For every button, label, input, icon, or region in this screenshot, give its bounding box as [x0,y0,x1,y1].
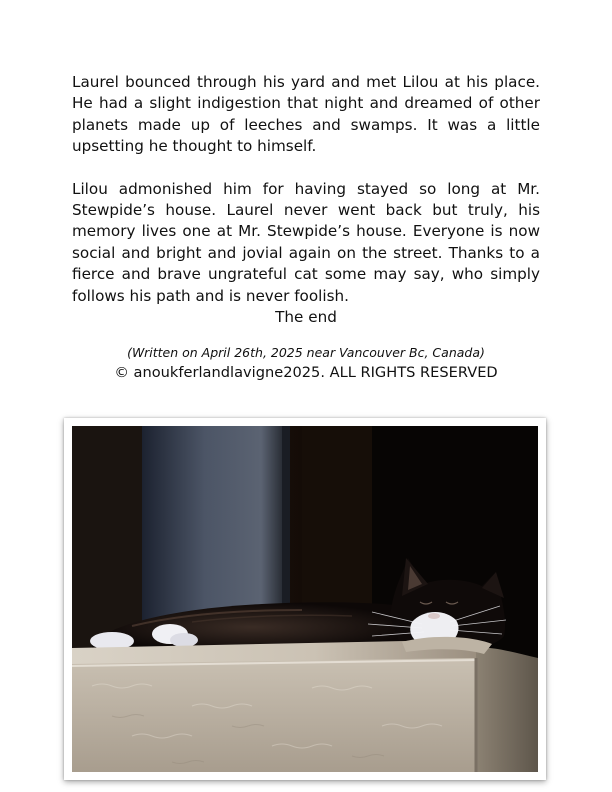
written-date-note: (Written on April 26th, 2025 near Vancouver Bc, Canada) [127,345,485,360]
story-paragraph-2: Lilou admonished him for having stayed so long at Mr. Stewpide’s house. Laurel never went back but truly, his memory lives one at Mr. Stewpide’s house. Everyone is now social and bright and jovial again on the street. Thanks to a fierce and brave ungrateful cat some may say, who simply follows his path and is never foolish. [72,179,540,305]
sleeping-cat-photo [72,426,538,772]
story-paragraph-1: Laurel bounced through his yard and met Lilou at his place. He had a slight indigestion that night and dreamed of other planets made up of leeches and swamps. It was a little upsetting he thought to himself. [72,73,540,156]
story-text [72,72,540,349]
sleeping-cat-illustration [72,426,538,772]
copyright-notice: © anoukferlandlavigne2025. ALL RIGHTS RESERVED [114,364,498,381]
cat-photo-frame [64,418,546,780]
credits [72,343,540,383]
the-end-heading: The end [275,308,337,327]
